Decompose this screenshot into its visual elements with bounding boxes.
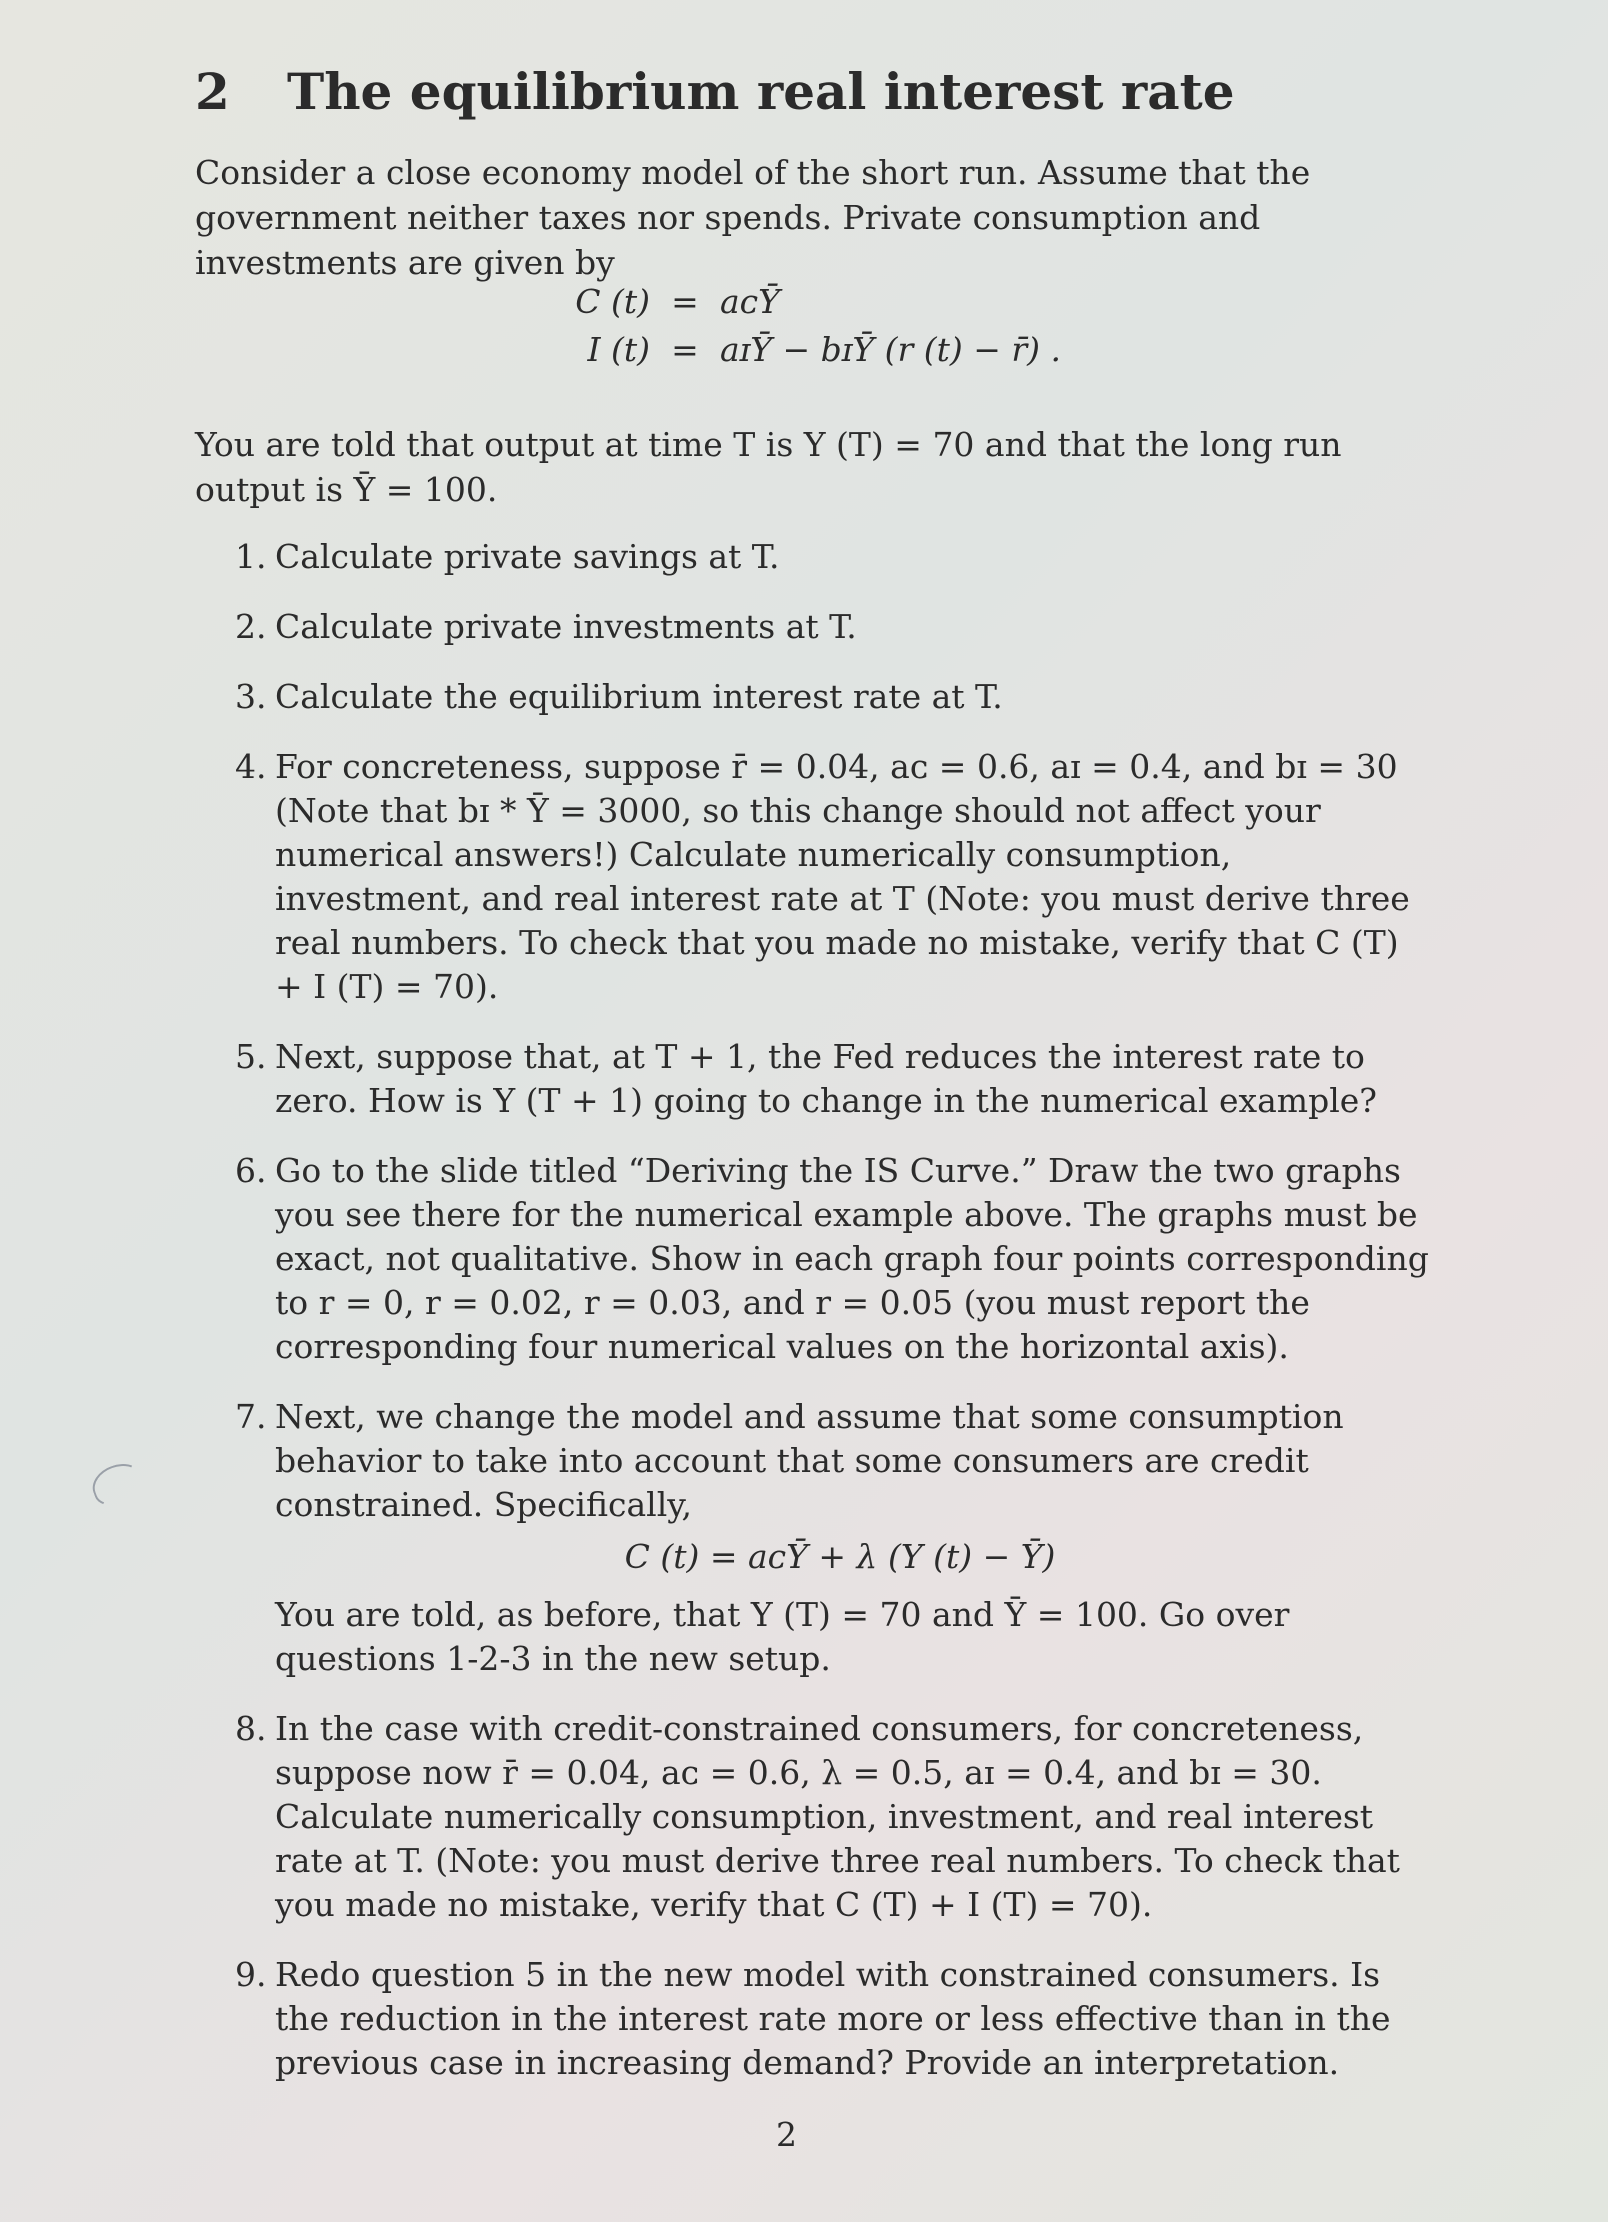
question-list xyxy=(195,535,1435,2111)
list-item xyxy=(195,1035,1435,1123)
question-number: 6. xyxy=(235,1151,267,1190)
list-item xyxy=(195,535,1435,579)
equation-rhs: aᴄȲ xyxy=(720,282,780,321)
list-item xyxy=(195,1395,1435,1681)
question-text: For concreteness, suppose r̄ = 0.04, aᴄ = 0.6, aɪ = 0.4, and bɪ = 30 (Note that bɪ * Ȳ = 3000, so this change should not affect your numerical answers!) Calculate numerically consumption, investment, and real interest rate at T (Note: you must derive three real numbers. To check that you made no mistake, verify that C (T) + I (T) = 70). xyxy=(275,747,1410,1006)
list-item xyxy=(195,1707,1435,1927)
model-equations xyxy=(555,278,1061,374)
consumption-equation xyxy=(555,278,1061,326)
investment-equation xyxy=(555,326,1061,374)
question-number: 7. xyxy=(235,1397,267,1436)
equation-rhs: aɪȲ − bɪȲ (r (t) − r̄) . xyxy=(720,330,1062,369)
list-item xyxy=(195,1149,1435,1369)
equation-lhs: I (t) xyxy=(587,330,650,369)
question-number: 5. xyxy=(235,1037,267,1076)
question-text: Calculate the equilibrium interest rate at T. xyxy=(275,677,1003,716)
question-number: 3. xyxy=(235,677,267,716)
list-item xyxy=(195,745,1435,1009)
intro-paragraph: Consider a close economy model of the short run. Assume that the government neither taxes nor spends. Private consumption and investments are given by xyxy=(195,153,1311,282)
list-item xyxy=(195,675,1435,719)
section-title: The equilibrium real interest rate xyxy=(287,62,1235,121)
given-paragraph: You are told that output at time T is Y (T) = 70 and that the long run output is Ȳ = 100. xyxy=(195,425,1342,509)
question-number: 2. xyxy=(235,607,267,646)
equation-equals: = xyxy=(671,282,699,321)
equation-equals: = xyxy=(671,330,699,369)
section-number: 2 xyxy=(195,62,230,121)
question-text: Next, suppose that, at T + 1, the Fed reduces the interest rate to zero. How is Y (T + 1) going to change in the numerical example? xyxy=(275,1037,1378,1120)
question-text: Calculate private savings at T. xyxy=(275,537,780,576)
pencil-mark xyxy=(87,1457,149,1510)
equation-lhs: C (t) xyxy=(575,282,650,321)
question-text: Go to the slide titled “Deriving the IS Curve.” Draw the two graphs you see there for the numerical example above. The graphs must be exact, not qualitative. Show in each graph four points corresponding to r = 0, r = 0.02, r = 0.03, and r = 0.05 (you must report the corresponding four numerical values on the horizontal axis). xyxy=(275,1151,1429,1366)
question-continuation: You are told, as before, that Y (T) = 70 and Ȳ = 100. Go over questions 1-2-3 in the new setup. xyxy=(275,1595,1290,1678)
question-text: Next, we change the model and assume that some consumption behavior to take into account that some consumers are credit constrained. Specifically, xyxy=(275,1397,1344,1524)
question-number: 8. xyxy=(235,1709,267,1748)
list-item xyxy=(195,605,1435,649)
question-text: In the case with credit-constrained consumers, for concreteness, suppose now r̄ = 0.04, aᴄ = 0.6, λ = 0.5, aɪ = 0.4, and bɪ = 30. Calculate numerically consumption, investment, and real interest rate at T. (Note: you must derive three real numbers. To check that you made no mistake, verify that C (T) + I (T) = 70). xyxy=(275,1709,1400,1924)
question-number: 4. xyxy=(235,747,267,786)
question-text: Calculate private investments at T. xyxy=(275,607,857,646)
question-text: Redo question 5 in the new model with constrained consumers. Is the reduction in the interest rate more or less effective than in the previous case in increasing demand? Provide an interpretation. xyxy=(275,1955,1391,2082)
section-heading xyxy=(195,62,1235,121)
question-number: 1. xyxy=(235,537,267,576)
list-item xyxy=(195,1953,1435,2085)
page-number: 2 xyxy=(776,2115,797,2154)
credit-constrained-consumption-equation: C (t) = aᴄȲ + λ (Y (t) − Ȳ) xyxy=(624,1537,1056,1576)
question-number: 9. xyxy=(235,1955,267,1994)
